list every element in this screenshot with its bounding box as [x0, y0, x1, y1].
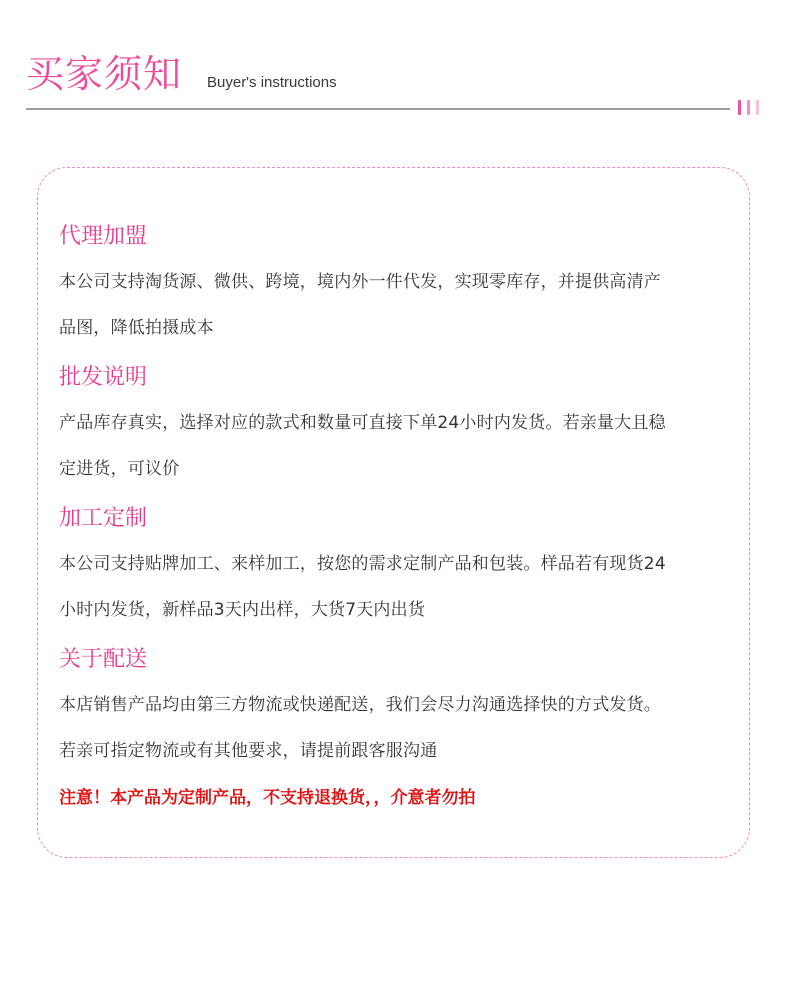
section-text-line: 本公司支持淘货源、微供、跨境，境内外一件代发，实现零库存，并提供高清产 — [59, 272, 661, 292]
section-text-line: 本店销售产品均由第三方物流或快递配送，我们会尽力沟通选择快的方式发货。 — [59, 695, 661, 715]
notice-text: 注意！本产品为定制产品，不支持退换货，，介意者勿拍 — [59, 788, 476, 808]
section-heading-agency: 代理加盟 — [59, 224, 148, 249]
section-text-line: 定进货，可议价 — [59, 459, 180, 479]
section-text-line: 品图，降低拍摄成本 — [59, 318, 214, 338]
section-text-line: 本公司支持贴牌加工、来样加工，按您的需求定制产品和包装。样品若有现货24 — [59, 554, 666, 574]
header-divider — [26, 108, 730, 110]
section-text-line: 小时内发货，新样品3天内出样，大货7天内出货 — [59, 600, 426, 620]
accent-mark — [756, 100, 759, 115]
accent-mark — [738, 100, 741, 115]
accent-mark — [747, 100, 750, 115]
divider-accent-marks — [738, 100, 768, 116]
section-heading-delivery: 关于配送 — [59, 647, 148, 672]
section-text-line: 产品库存真实，选择对应的款式和数量可直接下单24小时内发货。若亲量大且稳 — [59, 413, 666, 433]
section-heading-customization: 加工定制 — [59, 506, 148, 531]
page-title: 买家须知 — [26, 52, 183, 96]
section-text-line: 若亲可指定物流或有其他要求，请提前跟客服沟通 — [59, 741, 438, 761]
page-subtitle: Buyer's instructions — [207, 74, 337, 91]
section-heading-wholesale: 批发说明 — [59, 365, 148, 390]
